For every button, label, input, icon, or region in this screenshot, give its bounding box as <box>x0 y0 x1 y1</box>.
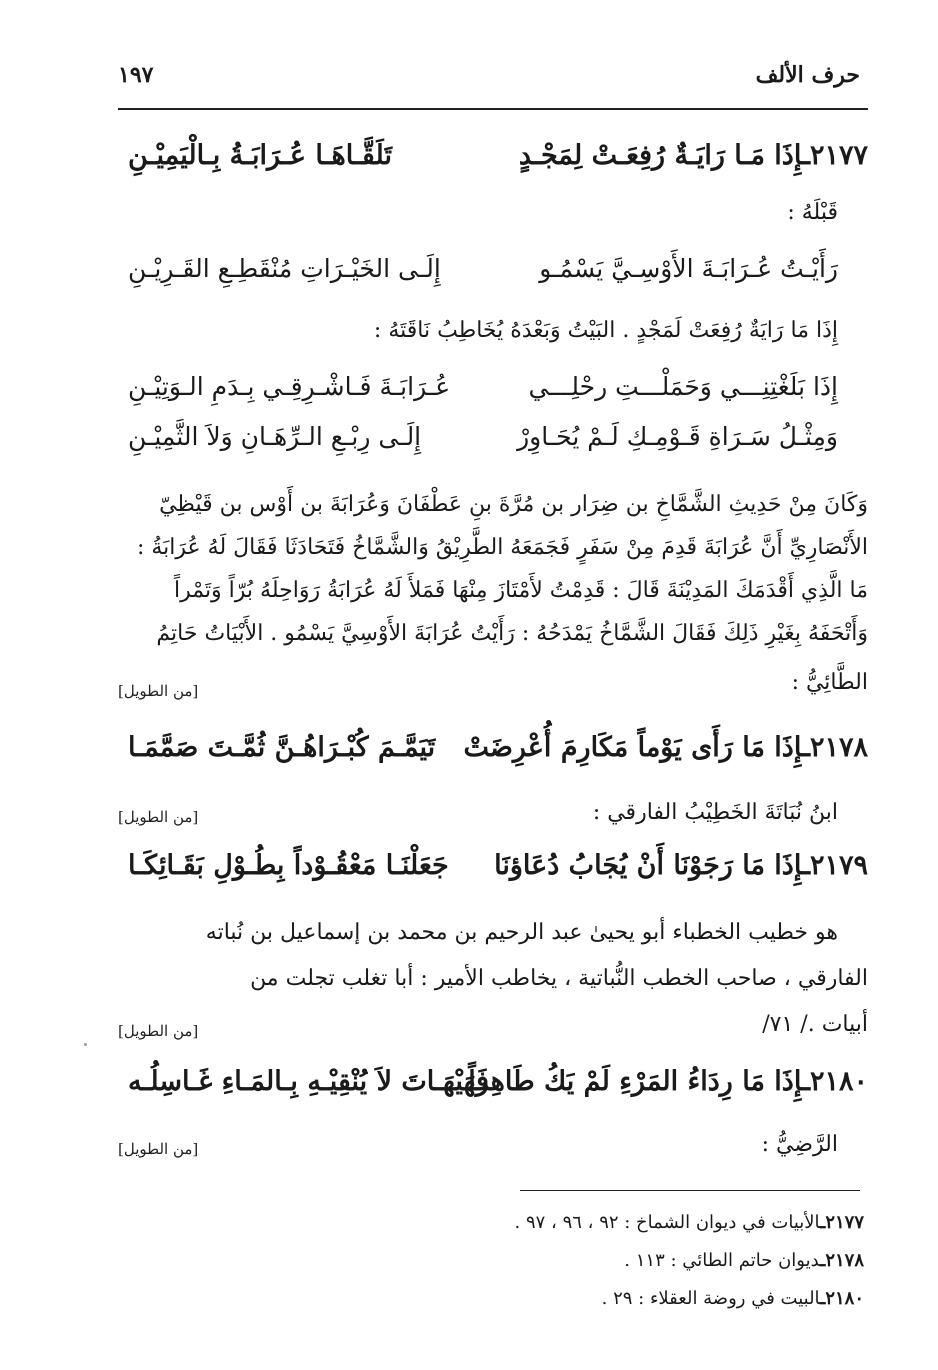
meter-label: [من الطويل] <box>118 1022 199 1040</box>
bio-line-2: الفارقي ، صاحب الخطب النُّباتية ، يخاطب الأمير : أبا تغلب تجلت من <box>250 966 868 991</box>
entry-2178-first-hemistich <box>463 732 868 763</box>
preceding-verse-h1: رَأَيْـتُ عُـرَابَـةَ الأَوْسِـيَّ يَسْمُـو <box>539 254 838 283</box>
text-after-verse: إِذَا مَا رَايَةٌ رُفِعَتْ لَمَجْدٍ . البَيْتُ وَبَعْدَهُ يُخَاطِبُ نَاقَتَهُ : <box>373 318 838 343</box>
footnote-text: ديوان حاتم الطائي : ١١٣ . <box>624 1250 821 1271</box>
meter-label: [من الطويل] <box>118 808 199 826</box>
footnote-2178 <box>624 1250 864 1271</box>
entry-2179-second-hemistich: جَعَلْنَـا مَعْقُـوْداً بِطُـوْلِ بَقَـائِكَـا <box>128 850 449 881</box>
intro-2177: قَبْلَهُ : <box>787 200 838 225</box>
entry-number: ٢١٧٧ـ <box>802 140 868 171</box>
entry-2179-first-hemistich <box>494 850 868 881</box>
hemistich: إِذَا مَا رَأَى يَوْماً مَكَارِمَ أُعْرِضَتْ <box>463 732 803 763</box>
footnote-text: البيت في روضة العقلاء : ٢٩ . <box>601 1288 821 1309</box>
hemistich: إِذَا مَا رِدَاءُ المَرْءِ لَمْ يَكُ طَاهِراً <box>468 1066 803 1097</box>
following-verse-1-h2: عُـرَابَـةَ فَـاشْـرِقِـي بِـدَمِ الـوَتِيْـنِ <box>128 372 451 401</box>
hemistich: إِذَا مَا رَجَوْنَا أَنْ يُجَابُ دُعَاؤنَا <box>494 850 803 881</box>
meter-label: [من الطويل] <box>118 682 199 700</box>
attribution-2180: الرَّضِيُّ : <box>761 1132 838 1157</box>
entry-number: ٢١٨٠ـ <box>802 1066 868 1097</box>
meter-label: [من الطويل] <box>118 1140 199 1158</box>
entry-number: ٢١٧٨ـ <box>802 732 868 763</box>
speck <box>84 1043 87 1046</box>
footnote-text: الأبيات في ديوان الشماخ : ٩٢ ، ٩٦ ، ٩٧ . <box>514 1212 821 1233</box>
entry-2178-second-hemistich: تَيَمَّـمَ كُبْـرَاهُـنَّ ثُمَّـتَ صَمَّمَـا <box>128 732 436 763</box>
footnote-rule <box>520 1190 860 1191</box>
entry-2180-second-hemistich: فَهَيْهَـاتَ لاَ يُنْقِيْـهِ بِـالمَـاءِ غَـاسِلُـه <box>128 1066 489 1097</box>
story-line-3: مَا الَّذِي أَقْدَمَكَ المَدِيْنَةَ قَالَ : قَدِمْتُ لأَمْتَازَ مِنْهَا فَمَلأَ لَهُ عُرَابَةُ رَوَاحِلَهُ بُرّاً وَتَمْراً <box>173 578 868 603</box>
attribution-2179: ابنُ نُبَاتَةَ الخَطِيْبُ الفارقي : <box>592 800 838 825</box>
entry-2180-first-hemistich <box>468 1066 868 1097</box>
story-line-4: وَأَتْحَفَهُ بِغَيْرِ ذَلِكَ فَقَالَ الشَّمَّاخُ يَمْدَحُهُ : رَأَيْتُ عُرَابَةَ الأَوْسِيَّ يَسْمُو . الأَبْيَاتُ حَاتِمُ <box>156 621 868 646</box>
attribution-2178: الطَّائِيُّ : <box>791 670 868 695</box>
bio-line-1: هو خطيب الخطباء أبو يحيىٰ عبد الرحيم بن محمد بن إسماعيل بن نُباته <box>205 920 838 945</box>
following-verse-2-h2: إِلَـى رِبْـعِ الـرِّهَـانِ وَلاَ الثَّمِيْـنِ <box>128 422 422 451</box>
following-verse-2-h1: وَمِثْـلُ سَـرَاةِ قَـوْمِـكِ لَـمْ يُحَـاوِرْ <box>517 422 838 451</box>
footnote-number: ٢١٨٠ـ <box>820 1288 864 1309</box>
entry-2177-first-hemistich <box>519 140 868 171</box>
footnote-number: ٢١٧٧ـ <box>820 1212 864 1233</box>
story-line-2: الأَنْصَارِيِّ أَنَّ عُرَابَةَ قَدِمَ مِنْ سَفَرٍ فَجَمَعَهُ الطَّرِيْقُ وَالشَّمَّاخُ فَتَحَادَثَا فَقَالَ لَهُ عُرَابَةُ : <box>136 535 868 560</box>
page-number: ١٩٧ <box>118 62 154 88</box>
hemistich: إِذَا مَـا رَايَـةٌ رُفِعَـتْ لِمَجْـدٍ <box>518 140 803 171</box>
header-rule <box>118 108 868 110</box>
following-verse-1-h1: إِذَا بَلَغْتِنِـــي وَحَمَلْـــتِ رحْلِـــي <box>528 372 838 401</box>
page-header-title: حرف الألف <box>755 62 860 88</box>
footnote-2177 <box>515 1212 864 1233</box>
preceding-verse-h2: إِلَـى الخَيْـرَاتِ مُنْقَطِـعِ القَـرِيْـنِ <box>128 254 441 283</box>
footnote-number: ٢١٧٨ـ <box>820 1250 864 1271</box>
entry-number: ٢١٧٩ـ <box>802 850 868 881</box>
story-line-1: وَكَانَ مِنْ حَدِيثِ الشَّمَّاخِ بن ضِرَار بن مُرَّةَ بنِ عَطْفَانَ وَعُرَابَةَ بن أَوْس بن قَيْظِيّ <box>159 492 868 517</box>
bio-line-3: أبيات ./ ٧١/ <box>762 1012 868 1037</box>
footnote-2180 <box>602 1288 864 1309</box>
entry-2177-second-hemistich: تَلَقَّـاهَـا عُـرَابَـةُ بِـالْيَمِيْـنِ <box>128 140 392 171</box>
